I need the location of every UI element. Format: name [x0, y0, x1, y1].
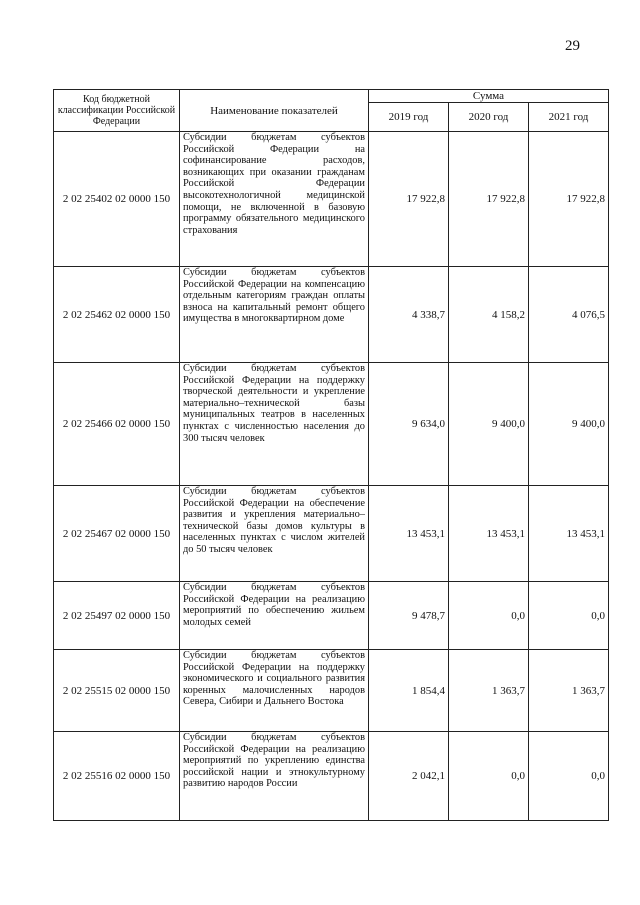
row-code: 2 02 25462 02 0000 150 — [54, 267, 180, 363]
table-row — [54, 582, 609, 650]
header-sum: Сумма — [369, 90, 609, 103]
row-name: Субсидии бюджетам субъектов Российской Федерации на софинансирование расходов, возникающих при оказании гражданам Российской Федерации высокотехнологичной медицинской помощи, не включенной в базовую программу обязательного медицинского страхования — [180, 132, 369, 267]
row-value-2020: 9 400,0 — [449, 363, 529, 486]
row-value-2020: 0,0 — [449, 582, 529, 650]
row-code: 2 02 25515 02 0000 150 — [54, 650, 180, 732]
header-name: Наименование показателей — [180, 90, 369, 132]
row-value-2020: 13 453,1 — [449, 486, 529, 582]
header-code: Код бюджетной классификации Российской Федерации — [54, 90, 180, 132]
row-value-2020: 1 363,7 — [449, 650, 529, 732]
row-value-2019: 4 338,7 — [369, 267, 449, 363]
row-code: 2 02 25466 02 0000 150 — [54, 363, 180, 486]
table-row — [54, 267, 609, 363]
row-value-2020: 17 922,8 — [449, 132, 529, 267]
row-name: Субсидии бюджетам субъектов Российской Федерации на обеспечение развития и укрепления материально–технической базы домов культуры в населенных пунктах с числом жителей до 50 тысяч человек — [180, 486, 369, 582]
header-year-2020: 2020 год — [449, 103, 529, 132]
table-row — [54, 650, 609, 732]
table-row — [54, 732, 609, 821]
row-value-2021: 0,0 — [529, 732, 609, 821]
table-row — [54, 132, 609, 267]
row-value-2020: 0,0 — [449, 732, 529, 821]
row-code: 2 02 25516 02 0000 150 — [54, 732, 180, 821]
row-name: Субсидии бюджетам субъектов Российской Федерации на поддержку творческой деятельности и укрепление материально–технической базы муниципальных театров в населенных пунктах с численностью населения до 300 тысяч человек — [180, 363, 369, 486]
table-row — [54, 486, 609, 582]
header-year-2019: 2019 год — [369, 103, 449, 132]
row-value-2021: 9 400,0 — [529, 363, 609, 486]
header-row — [54, 90, 609, 103]
row-value-2019: 2 042,1 — [369, 732, 449, 821]
row-name: Субсидии бюджетам субъектов Российской Федерации на реализацию мероприятий по обеспечению жильем молодых семей — [180, 582, 369, 650]
row-code: 2 02 25497 02 0000 150 — [54, 582, 180, 650]
row-code: 2 02 25402 02 0000 150 — [54, 132, 180, 267]
header-year-2021: 2021 год — [529, 103, 609, 132]
budget-table — [53, 89, 609, 821]
page-number: 29 — [565, 38, 580, 54]
row-value-2019: 9 634,0 — [369, 363, 449, 486]
row-name: Субсидии бюджетам субъектов Российской Федерации на компенсацию отдельным категориям граждан оплаты взноса на капитальный ремонт общего имущества в многоквартирном доме — [180, 267, 369, 363]
row-value-2019: 9 478,7 — [369, 582, 449, 650]
row-value-2021: 13 453,1 — [529, 486, 609, 582]
row-value-2021: 1 363,7 — [529, 650, 609, 732]
row-value-2021: 4 076,5 — [529, 267, 609, 363]
row-value-2019: 17 922,8 — [369, 132, 449, 267]
row-code: 2 02 25467 02 0000 150 — [54, 486, 180, 582]
row-name: Субсидии бюджетам субъектов Российской Федерации на реализацию мероприятий по укреплению единства российской нации и этнокультурному развитию народов России — [180, 732, 369, 821]
row-value-2019: 13 453,1 — [369, 486, 449, 582]
table-row — [54, 363, 609, 486]
row-value-2021: 0,0 — [529, 582, 609, 650]
row-value-2019: 1 854,4 — [369, 650, 449, 732]
row-value-2021: 17 922,8 — [529, 132, 609, 267]
row-value-2020: 4 158,2 — [449, 267, 529, 363]
row-name: Субсидии бюджетам субъектов Российской Федерации на поддержку экономического и социального развития коренных малочисленных народов Севера, Сибири и Дальнего Востока — [180, 650, 369, 732]
